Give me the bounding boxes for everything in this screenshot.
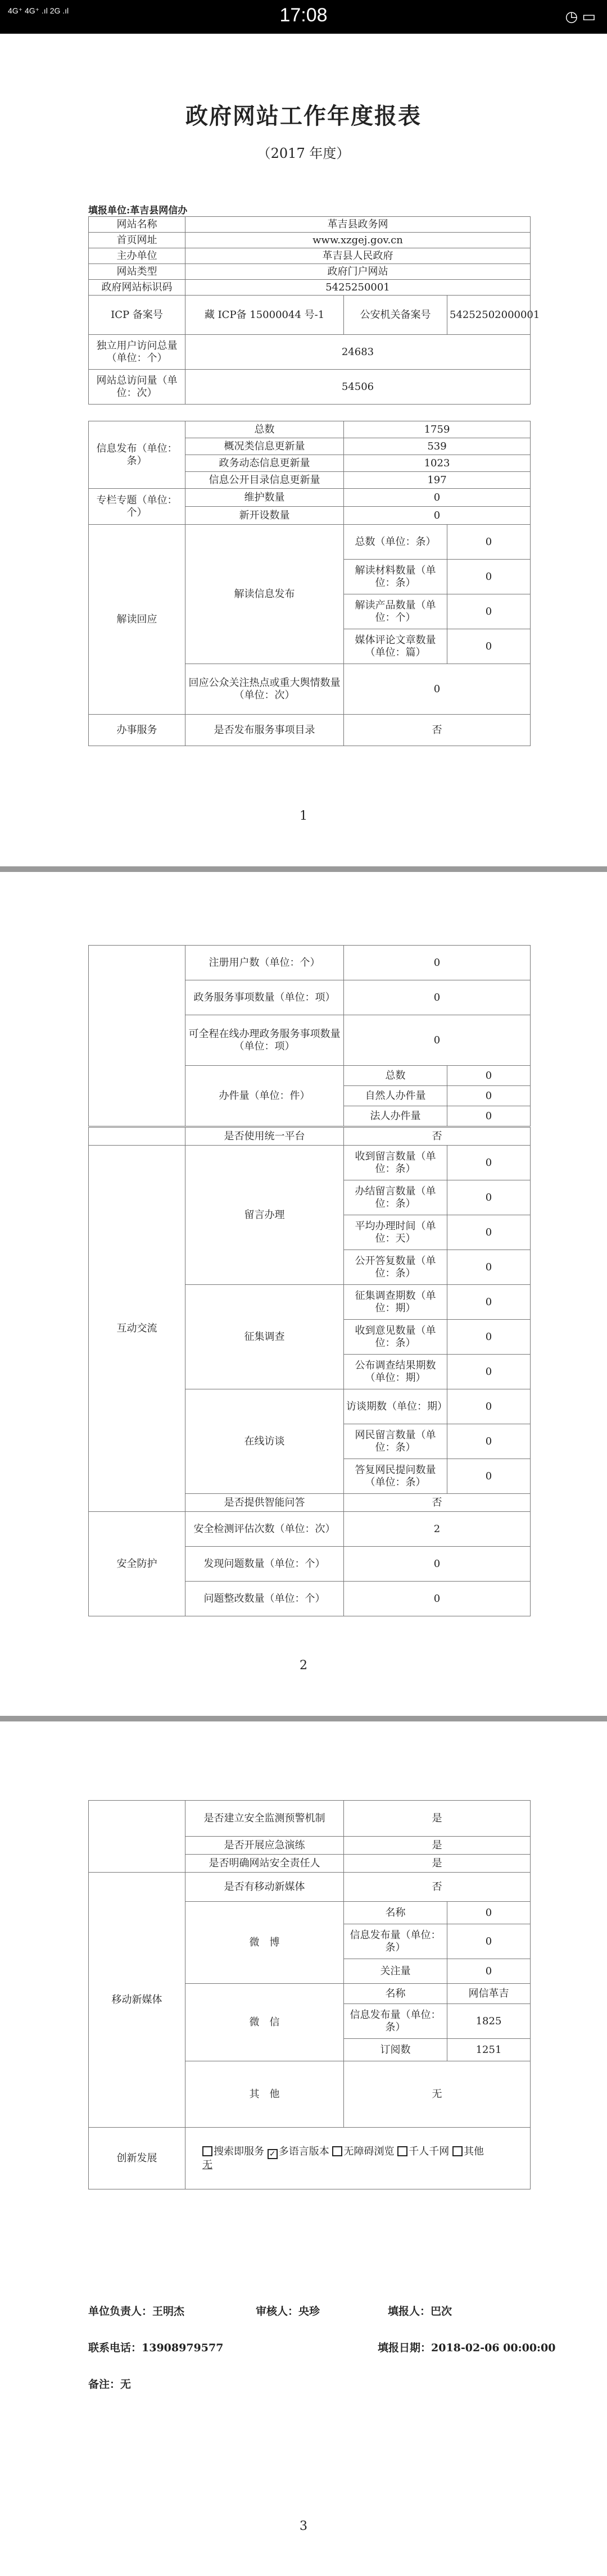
report-year: （2017 年度）: [257, 146, 350, 161]
table-row: 其 他 无: [89, 2061, 531, 2128]
table-row: 独立用户访问总量（单位：个） 24683: [89, 335, 531, 370]
table-row: 解读材料数量（单位：条） 0: [89, 560, 531, 594]
table-row: 网站类型 政府门户网站: [89, 264, 531, 280]
table-row: 法人办件量 0: [89, 1106, 531, 1126]
table-row: 公开答复数量（单位：条） 0: [89, 1250, 531, 1285]
table-row: 是否明确网站安全责任人 是: [89, 1855, 531, 1873]
contact-phone: 联系电话：13908979577: [88, 2342, 224, 2354]
signal-indicator: 4G⁺ 4G⁺ .ıl 2G .ıl: [8, 6, 69, 15]
report-page-1: [0, 34, 607, 866]
table-row: 平均办理时间（单位：天） 0: [89, 1215, 531, 1250]
checkbox-other[interactable]: [452, 2146, 463, 2156]
table-row: 政府网站标识码 5425250001: [89, 280, 531, 296]
table-row: 答复网民提问数量（单位：条） 0: [89, 1459, 531, 1494]
innovation-other-value: 无: [202, 2159, 212, 2171]
innovation-options: 搜索即服务 ✓ 多语言版本 无障碍浏览 千人千网 其他 无: [185, 2128, 531, 2189]
checkbox-multilanguage[interactable]: ✓: [268, 2149, 278, 2159]
table-row: 信息发布量（单位：条） 0: [89, 1924, 531, 1959]
report-page-3: [0, 1721, 607, 2576]
filler-unit: 填报单位:革吉县网信办: [88, 205, 188, 216]
table-row: 发现问题数量（单位：个） 0: [89, 1547, 531, 1582]
table-row: 收到意见数量（单位：条） 0: [89, 1320, 531, 1355]
unit-head: 单位负责人：王明杰: [88, 2305, 185, 2318]
table-row: 解读产品数量（单位：个） 0: [89, 594, 531, 629]
interpretation-table: [88, 524, 531, 746]
table-row: 是否建立安全监测预警机制 是: [89, 1801, 531, 1837]
site-info-table: [88, 216, 540, 405]
report-page-2: [0, 872, 607, 1716]
table-row: 移动新媒体 是否有移动新媒体 否: [89, 1873, 531, 1902]
security-mobile-table: [88, 1800, 531, 2189]
service-table: [88, 945, 531, 1126]
page-title: 政府网站工作年度报表: [185, 103, 422, 129]
remarks: 备注：无: [88, 2378, 132, 2391]
table-row: 网民留言数量（单位：条） 0: [89, 1424, 531, 1459]
table-row: 互动交流 留言办理 收到留言数量（单位：条） 0: [89, 1146, 531, 1180]
table-row: 办事服务 是否发布服务事项目录 否: [89, 715, 531, 746]
table-row: 网站名称 革吉县政务网: [89, 217, 531, 233]
page-number: 1: [300, 809, 307, 823]
table-row: 办结留言数量（单位：条） 0: [89, 1180, 531, 1215]
checkbox-search-service[interactable]: [202, 2146, 212, 2156]
table-row: 信息发布（单位：条） 总数 1759: [89, 421, 531, 438]
alarm-battery-icon: ◷ ▭: [565, 8, 596, 25]
table-row: 微 博 名称 0: [89, 1902, 531, 1924]
table-row: 关注量 0: [89, 1959, 531, 1984]
table-row: 办件量（单位：件） 总数 0: [89, 1066, 531, 1086]
table-row: 自然人办件量 0: [89, 1086, 531, 1106]
table-row: 征集调查 征集调查期数（单位：期） 0: [89, 1285, 531, 1320]
table-row: 概况类信息更新量 539: [89, 438, 531, 455]
table-row: 回应公众关注热点或重大舆情数量（单位：次） 0: [89, 664, 531, 715]
table-row: 专栏专题（单位：个） 维护数量 0: [89, 489, 531, 507]
table-row: 信息公开目录信息更新量 197: [89, 472, 531, 489]
reviewer: 审核人：央珍: [256, 2305, 320, 2318]
table-row: 订阅数 1251: [89, 2039, 531, 2061]
table-row: 是否开展应急演练 是: [89, 1837, 531, 1855]
checkbox-accessibility[interactable]: [332, 2146, 342, 2156]
table-row: 主办单位 革吉县人民政府: [89, 248, 531, 264]
table-row: ICP 备案号 藏 ICP备 15000044 号-1 公安机关备案号 54252502000001: [89, 296, 531, 335]
clock: 17:08: [279, 4, 328, 26]
table-row: 信息发布量（单位：条） 1825: [89, 2004, 531, 2039]
page-number: 2: [300, 1659, 307, 1673]
status-bar: [0, 0, 607, 34]
table-row: 媒体评论文章数量（单位：篇） 0: [89, 629, 531, 664]
fill-date: 填报日期：2018-02-06 00:00:00: [378, 2342, 556, 2354]
table-row: 政务动态信息更新量 1023: [89, 455, 531, 472]
table-row: 微 信 名称 网信革吉: [89, 1984, 531, 2004]
table-row: 问题整改数量（单位：个） 0: [89, 1582, 531, 1616]
table-row: 是否使用统一平台 否: [89, 1128, 531, 1146]
page-number: 3: [300, 2519, 307, 2533]
table-row: 网站总访问量（单位：次） 54506: [89, 370, 531, 405]
info-publish-table: [88, 421, 531, 525]
table-row: 注册用户数（单位：个） 0: [89, 946, 531, 980]
table-row: 政务服务事项数量（单位：项） 0: [89, 980, 531, 1015]
table-row: 安全防护 安全检测评估次数（单位：次） 2: [89, 1512, 531, 1547]
table-row: 解读回应 解读信息发布 总数（单位：条） 0: [89, 525, 531, 560]
table-row: 可全程在线办理政务服务事项数量（单位：项） 0: [89, 1015, 531, 1066]
interaction-table: [88, 1127, 531, 1616]
table-row: 公布调查结果期数（单位：期） 0: [89, 1355, 531, 1389]
table-row: 创新发展 搜索即服务 ✓ 多语言版本 无障碍浏览 千人千网 其他 无: [89, 2128, 531, 2189]
filler: 填报人：巴次: [388, 2305, 452, 2318]
checkbox-personalized[interactable]: [397, 2146, 407, 2156]
table-row: 在线访谈 访谈期数（单位：期） 0: [89, 1389, 531, 1424]
table-row: 新开设数量 0: [89, 507, 531, 525]
table-row: 首页网址 www.xzgej.gov.cn: [89, 233, 531, 248]
table-row: 是否提供智能问答 否: [89, 1494, 531, 1512]
